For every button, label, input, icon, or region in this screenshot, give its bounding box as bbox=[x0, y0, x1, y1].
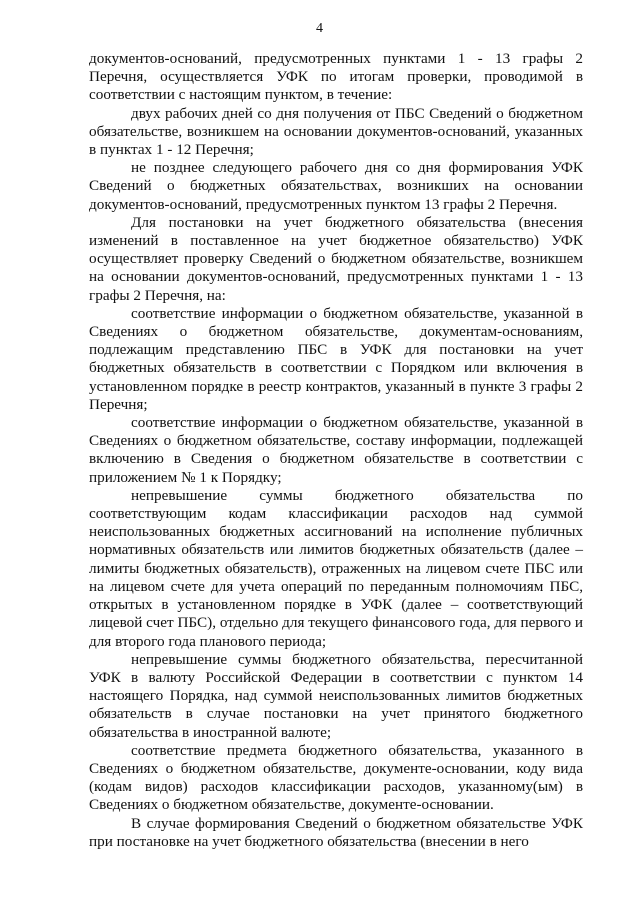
page-number: 4 bbox=[316, 21, 323, 36]
paragraph-1: документов-оснований, предусмотренных пунктами 1 - 13 графы 2 Перечня, осуществляется УФК по итогам проверки, проводимой в соответствии с настоящим пунктом, в течение: bbox=[89, 50, 583, 104]
paragraph-4: Для постановки на учет бюджетного обязательства (внесения изменений в поставленное на учет бюджетное обязательство) УФК осуществляет проверку Сведений о бюджетном обязательстве, возникшем на основании документов-оснований, предусмотренных пунктами 1 - 13 графы 2 Перечня, на: bbox=[89, 213, 583, 304]
paragraph-2: двух рабочих дней со дня получения от ПБС Сведений о бюджетном обязательстве, возникшем на основании документов-оснований, указанных в пунктах 1 - 12 Перечня; bbox=[89, 104, 583, 159]
paragraph-5: соответствие информации о бюджетном обязательстве, указанной в Сведениях о бюджетном обязательстве, документам-основаниям, подлежащим представлению ПБС в УФК для постановки на учет бюджетных обязательств в соответствии с Порядком или включения в установленном порядке в реестр контрактов, указанный в пункте 3 графы 2 Перечня; bbox=[89, 304, 583, 413]
document-body bbox=[89, 50, 583, 851]
paragraph-6: соответствие информации о бюджетном обязательстве, указанной в Сведениях о бюджетном обязательстве, составу информации, подлежащей включению в Сведения о бюджетном обязательстве в соответствии с приложением № 1 к Порядку; bbox=[89, 414, 583, 486]
paragraph-7: непревышение суммы бюджетного обязательства по соответствующим кодам классификации расходов над суммой неиспользованных бюджетных ассигнований на исполнение публичных нормативных обязательств или лимитов бюджетных обязательств (далее – лимиты бюджетных обязательств), отраженных на лицевом счете ПБС или на лицевом счете для учета операций по переданным полномочиям ПБС, открытых в установленном порядке в УФК (далее – соответствующий лицевой счет ПБС), отдельно для текущего финансового года, для первого и для второго года планового периода; bbox=[89, 486, 583, 650]
paragraph-9: соответствие предмета бюджетного обязательства, указанного в Сведениях о бюджетном обязательстве, документе-основании, коду вида (кодам видов) расходов классификации расходов, указанному(ым) в Сведениях о бюджетном обязательстве, документе-основании. bbox=[89, 741, 583, 814]
paragraph-8: непревышение суммы бюджетного обязательства, пересчитанной УФК в валюту Российской Федерации в соответствии с пунктом 14 настоящего Порядка, над суммой неиспользованных лимитов бюджетных обязательств в случае постановки на учет принятого бюджетного обязательства в иностранной валюте; bbox=[89, 650, 583, 741]
paragraph-3: не позднее следующего рабочего дня со дня формирования УФК Сведений о бюджетных обязательствах, возникших на основании документов-оснований, предусмотренных пунктом 13 графы 2 Перечня. bbox=[89, 159, 583, 213]
paragraph-10: В случае формирования Сведений о бюджетном обязательстве УФК при постановке на учет бюджетного обязательства (внесении в него bbox=[89, 814, 583, 850]
